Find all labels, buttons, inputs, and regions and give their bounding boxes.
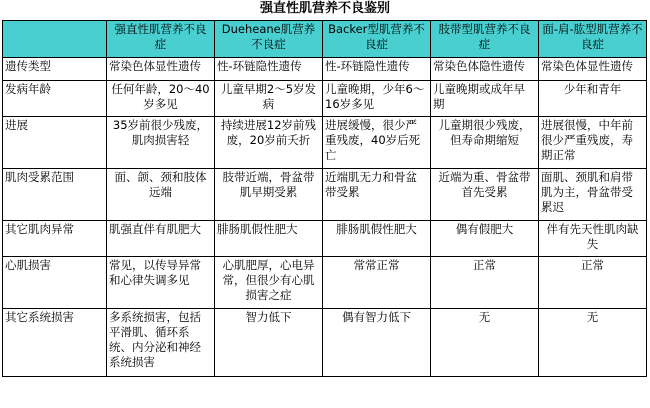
table-cell: 智力低下 [215,309,323,377]
table-cell: 儿童早期2～5岁发病 [215,81,323,117]
table-cell: 正常 [431,257,539,309]
header-col-becker: Backer型肌营养不良症 [323,21,431,58]
table-cell: 常染色体显性遗传 [107,58,215,81]
header-corner [3,21,107,58]
table-cell: 儿童期很少残废，但寿命期缩短 [431,117,539,169]
table-cell: 多系统损害，包括平滑肌、循环系统、内分泌和神经系统损害 [107,309,215,377]
table-cell: 近端肌无力和骨盆带受累 [323,169,431,221]
table-cell: 肌强直伴有肌肥大 [107,221,215,257]
table-row [3,58,647,81]
table-cell: 35岁前很少残废，肌肉损害轻 [107,117,215,169]
row-label: 进展 [3,117,107,169]
table-cell: 偶有智力低下 [323,309,431,377]
table-cell: 腓肠肌假性肥大 [215,221,323,257]
table-cell: 腓肠肌假性肥大 [323,221,431,257]
table-cell: 伴有先天性肌肉缺失 [539,221,647,257]
table-row [3,117,647,169]
row-label: 其它系统损害 [3,309,107,377]
header-col-fsh: 面-肩-肱型肌营养不良症 [539,21,647,58]
table-cell: 常染色体隐性遗传 [431,58,539,81]
header-col-duchenne: Dueheane肌营养不良症 [215,21,323,58]
row-label: 肌肉受累范围 [3,169,107,221]
table-cell: 常见，以传导异常和心律失调多见 [107,257,215,309]
table-row [3,221,647,257]
table-cell: 少年和青年 [539,81,647,117]
table-cell: 性-环链隐性遗传 [323,58,431,81]
header-col-myotonic: 强直性肌营养不良症 [107,21,215,58]
table-cell: 偶有假肥大 [431,221,539,257]
table-cell: 儿童晚期或成年早期 [431,81,539,117]
table-title: 强直性肌营养不良鉴别 [259,1,390,16]
table-row [3,81,647,117]
differential-table [2,20,647,377]
table-cell: 无 [539,309,647,377]
table-cell: 进展缓慢，很少严重残废，40岁后死亡 [323,117,431,169]
table-row [3,309,647,377]
table-row [3,169,647,221]
table-cell: 心肌肥厚，心电异常，但很少有心肌损害之症 [215,257,323,309]
row-label: 心肌损害 [3,257,107,309]
table-cell: 肢带近端，骨盆带肌早期受累 [215,169,323,221]
header-col-limb-girdle: 肢带型肌营养不良症 [431,21,539,58]
table-cell: 进展很慢，中年前很少严重残废，寿期正常 [539,117,647,169]
table-cell: 常常正常 [323,257,431,309]
table-cell: 性-环链隐性遗传 [215,58,323,81]
table-row [3,257,647,309]
table-cell: 无 [431,309,539,377]
table-cell: 近端为重、骨盆带首先受累 [431,169,539,221]
header-row [3,21,647,58]
table-cell: 正常 [539,257,647,309]
table-cell: 儿童晚期，少年6～16岁多见 [323,81,431,117]
row-label: 遗传类型 [3,58,107,81]
table-cell: 面肌、颈肌和肩带肌为主，骨盆带受累迟 [539,169,647,221]
row-label: 其它肌肉异常 [3,221,107,257]
row-label: 发病年龄 [3,81,107,117]
table-cell: 任何年龄，20～40岁多见 [107,81,215,117]
table-cell: 面、颌、颈和肢体远端 [107,169,215,221]
table-cell: 持续进展12岁前残废，20岁前夭折 [215,117,323,169]
table-cell: 常染色体显性遗传 [539,58,647,81]
